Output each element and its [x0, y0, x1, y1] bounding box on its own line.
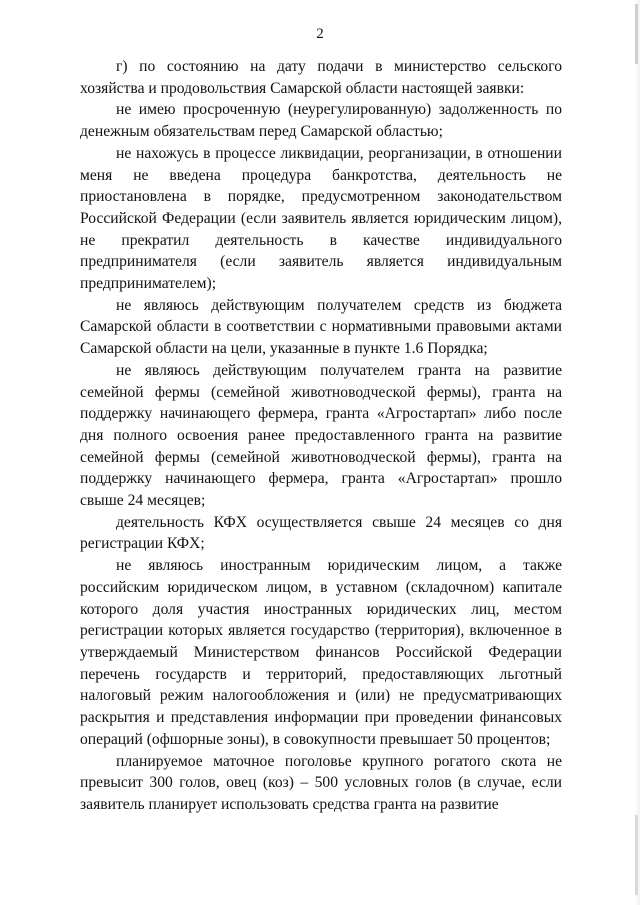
paragraph-no-liquidation: не нахожусь в процессе ликвидации, реорганизации, в отношении меня не введена процедура банкротства, деятельность не приостановлена в порядке, предусмотренном законодательством Российской Федерации (если заявитель является юридическим лицом), не прекратил деятельность в качестве индивидуального предпринимателя (если заявитель является индивидуальным предпринимателем); — [80, 144, 562, 293]
paragraph-application-status: г) по состоянию на дату подачи в министерство сельского хозяйства и продовольствия Самарской области настоящей заявки: — [80, 58, 562, 97]
page-number: 2 — [316, 26, 324, 42]
paragraph-livestock-limit: планируемое маточное поголовье крупного рогатого скота не превысит 300 голов, овец (коз) – 500 условных голов (в случае, если заявитель планирует использовать средства гранта на развитие — [80, 752, 562, 813]
paragraph-not-grant-recipient: не являюсь действующим получателем гранта на развитие семейной фермы (семейной животноводческой фермы), гранта на поддержку начинающего фермера, гранта «Агростартап» либо после дня полного освоения ранее предоставленного гранта на развитие семейной фермы (семейной животноводческой фермы), гранта на поддержку начинающего фермера, гранта «Агростартап» прошло свыше 24 месяцев; — [80, 361, 562, 510]
scan-edge-shadow — [634, 0, 640, 905]
paragraph-not-foreign-entity: не являюсь иностранным юридическим лицом, а также российским юридическом лицом, в уставном (складочном) капитале которого доля участия иностранных юридических лиц, местом регистрации которых является государство (территория), включенное в утверждаемый Министерством финансов Российской Федерации перечень государств и территорий, предоставляющих льготный налоговый режим налогообложения и (или) не предусматривающих раскрытия и представления информации при проведении финансовых операций (офшорные зоны), в совокупности превышает 50 процентов; — [80, 557, 562, 748]
scan-edge-mark-top — [635, 4, 638, 64]
document-body — [80, 56, 562, 816]
paragraph-kfh-activity: деятельность КФХ осуществляется свыше 24 месяцев со дня регистрации КФХ; — [80, 513, 562, 553]
paragraph-not-budget-recipient: не являюсь действующим получателем средств из бюджета Самарской области в соответствии с нормативными правовыми актами Самарской области на цели, указанные в пункте 1.6 Порядка; — [80, 296, 562, 358]
scan-edge-mark-bottom — [635, 815, 638, 895]
paragraph-no-debt: не имею просроченную (неурегулированную) задолженность по денежным обязательствам перед Самарской областью; — [80, 101, 562, 141]
